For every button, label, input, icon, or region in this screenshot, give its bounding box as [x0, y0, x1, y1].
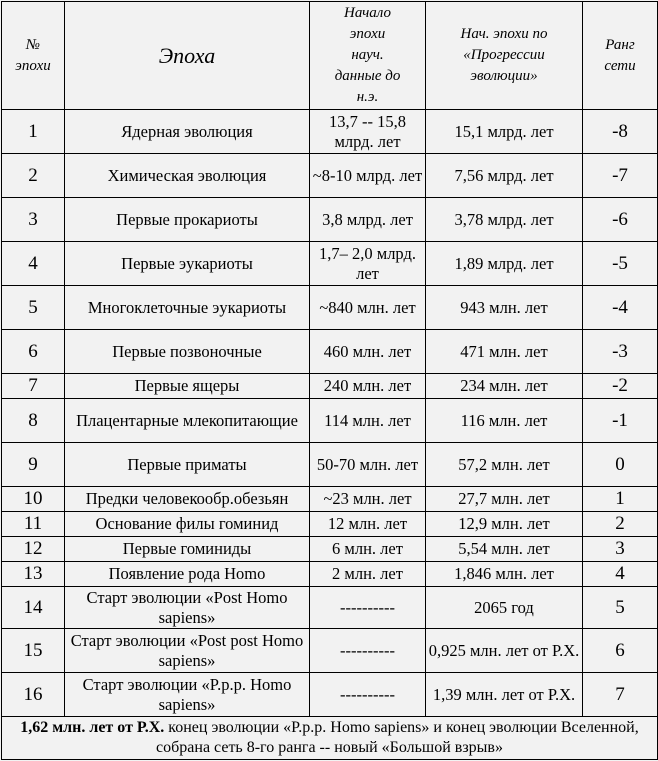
header-network-rank-line: сети [604, 57, 636, 74]
scientific-start: ---------- [310, 673, 426, 717]
scientific-start: ~840 млн. лет [310, 286, 426, 330]
table-row [2, 587, 658, 629]
epoch-number: 3 [2, 198, 65, 242]
epoch-name: Старт эволюции «Post post Homo sapiens» [65, 629, 310, 673]
header-scientific-start-line: науч. [351, 47, 384, 63]
table-row [2, 562, 658, 587]
scientific-start: 240 млн. лет [310, 374, 426, 399]
network-rank: 1 [583, 487, 658, 512]
header-progression-start [426, 2, 583, 110]
progression-start: 116 млн. лет [426, 399, 583, 443]
epoch-number: 5 [2, 286, 65, 330]
progression-start: 1,846 млн. лет [426, 562, 583, 587]
epoch-name: Старт эволюции «P.p.p. Homo sapiens» [65, 673, 310, 717]
network-rank: 4 [583, 562, 658, 587]
scientific-start: ---------- [310, 629, 426, 673]
epoch-number: 15 [2, 629, 65, 673]
network-rank: 0 [583, 443, 658, 487]
scientific-start: 13,7 -- 15,8 млрд. лет [310, 110, 426, 154]
progression-start: 2065 год [426, 587, 583, 629]
epoch-name: Химическая эволюция [65, 154, 310, 198]
epoch-number: 1 [2, 110, 65, 154]
network-rank: -3 [583, 330, 658, 374]
epoch-number: 10 [2, 487, 65, 512]
epoch-number: 12 [2, 537, 65, 562]
epoch-number: 11 [2, 512, 65, 537]
table-row [2, 487, 658, 512]
scientific-start: 114 млн. лет [310, 399, 426, 443]
progression-start: 0,925 млн. лет от Р.Х. [426, 629, 583, 673]
epoch-name: Основание филы гоминид [65, 512, 310, 537]
progression-start: 943 млн. лет [426, 286, 583, 330]
epoch-name: Старт эволюции «Post Homo sapiens» [65, 587, 310, 629]
epoch-name: Первые приматы [65, 443, 310, 487]
table-row [2, 110, 658, 154]
epoch-number: 16 [2, 673, 65, 717]
epoch-name: Первые позвоночные [65, 330, 310, 374]
scientific-start: 12 млн. лет [310, 512, 426, 537]
epoch-name: Первые гоминиды [65, 537, 310, 562]
header-progression-start-line: эволюции» [470, 68, 538, 84]
table-row [2, 629, 658, 673]
scientific-start: ---------- [310, 587, 426, 629]
network-rank: -2 [583, 374, 658, 399]
header-scientific-start [310, 2, 426, 110]
epoch-name: Плацентарные млекопитающие [65, 399, 310, 443]
scientific-start: 2 млн. лет [310, 562, 426, 587]
table-row [2, 330, 658, 374]
table-row [2, 286, 658, 330]
progression-start: 5,54 млн. лет [426, 537, 583, 562]
progression-start: 1,89 млрд. лет [426, 242, 583, 286]
epoch-number: 2 [2, 154, 65, 198]
header-network-rank-line: Ранг [605, 36, 635, 53]
table-row [2, 673, 658, 717]
network-rank: -4 [583, 286, 658, 330]
footer-note [2, 717, 658, 760]
table-row [2, 443, 658, 487]
scientific-start: 50-70 млн. лет [310, 443, 426, 487]
network-rank: -7 [583, 154, 658, 198]
progression-start: 57,2 млн. лет [426, 443, 583, 487]
epoch-number: 13 [2, 562, 65, 587]
header-epoch-number-line: эпохи [15, 57, 51, 74]
table-row [2, 537, 658, 562]
progression-start: 3,78 млрд. лет [426, 198, 583, 242]
network-rank: 2 [583, 512, 658, 537]
network-rank: -6 [583, 198, 658, 242]
epoch-number: 9 [2, 443, 65, 487]
header-scientific-start-line: н.э. [356, 89, 379, 105]
network-rank: 7 [583, 673, 658, 717]
progression-start: 27,7 млн. лет [426, 487, 583, 512]
network-rank: 6 [583, 629, 658, 673]
header-epoch: Эпоха [65, 2, 310, 110]
scientific-start: 6 млн. лет [310, 537, 426, 562]
epoch-number: 14 [2, 587, 65, 629]
header-progression-start-line: «Прогрессии [463, 47, 545, 63]
header-row [2, 2, 658, 110]
progression-start: 1,39 млн. лет от Р.Х. [426, 673, 583, 717]
header-scientific-start-line: данные до [334, 68, 401, 84]
epoch-number: 7 [2, 374, 65, 399]
epoch-name: Появление рода Homo [65, 562, 310, 587]
scientific-start: ~8-10 млрд. лет [310, 154, 426, 198]
network-rank: -5 [583, 242, 658, 286]
table-row [2, 242, 658, 286]
epoch-name: Первые прокариоты [65, 198, 310, 242]
progression-start: 12,9 млн. лет [426, 512, 583, 537]
header-progression-start-line: Нач. эпохи по [460, 26, 548, 42]
evolution-epochs-table [1, 1, 658, 760]
header-epoch-number-line: № [25, 36, 41, 53]
footer-row [2, 717, 658, 760]
progression-start: 234 млн. лет [426, 374, 583, 399]
epoch-name: Предки человекообр.обезьян [65, 487, 310, 512]
table-row [2, 198, 658, 242]
network-rank: 5 [583, 587, 658, 629]
progression-start: 471 млн. лет [426, 330, 583, 374]
scientific-start: 3,8 млрд. лет [310, 198, 426, 242]
table-row [2, 512, 658, 537]
footer-text: конец эволюции «P.p.p. Homo sapiens» и конец эволюции Вселенной, собрана сеть 8-го ранга -- новый «Большой взрыв» [156, 719, 639, 756]
header-scientific-start-line: Начало [343, 5, 391, 21]
progression-start: 7,56 млрд. лет [426, 154, 583, 198]
epoch-name: Многоклеточные эукариоты [65, 286, 310, 330]
epoch-number: 8 [2, 399, 65, 443]
table-row [2, 399, 658, 443]
footer-bold-date: 1,62 млн. лет от Р.Х. [20, 719, 165, 736]
header-network-rank [583, 2, 658, 110]
epoch-number: 4 [2, 242, 65, 286]
network-rank: 3 [583, 537, 658, 562]
scientific-start: ~23 млн. лет [310, 487, 426, 512]
header-epoch-number [2, 2, 65, 110]
scientific-start: 460 млн. лет [310, 330, 426, 374]
header-scientific-start-line: эпохи [349, 26, 386, 42]
epoch-name: Первые ящеры [65, 374, 310, 399]
epoch-name: Ядерная эволюция [65, 110, 310, 154]
table-row [2, 374, 658, 399]
network-rank: -1 [583, 399, 658, 443]
epoch-name: Первые эукариоты [65, 242, 310, 286]
scientific-start: 1,7– 2,0 млрд. лет [310, 242, 426, 286]
epoch-number: 6 [2, 330, 65, 374]
table-row [2, 154, 658, 198]
network-rank: -8 [583, 110, 658, 154]
progression-start: 15,1 млрд. лет [426, 110, 583, 154]
